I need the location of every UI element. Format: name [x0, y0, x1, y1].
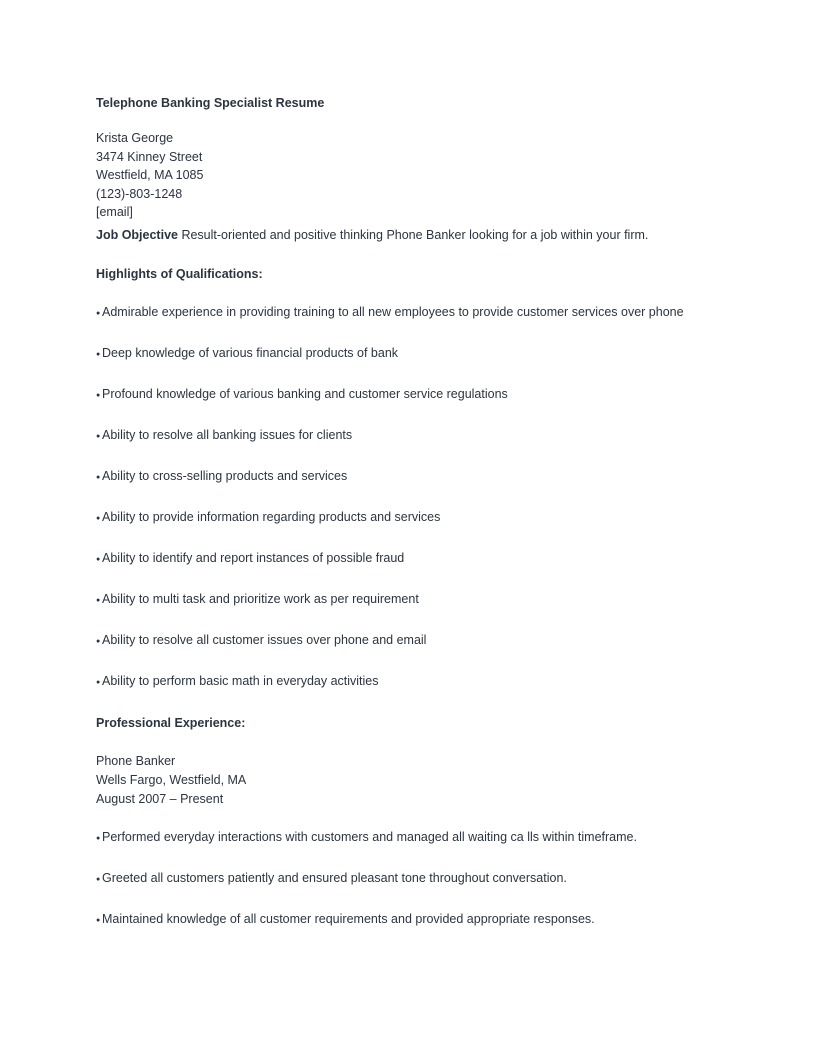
contact-phone: (123)-803-1248	[96, 186, 183, 201]
list-item	[96, 910, 696, 932]
experience-heading: Professional Experience:	[96, 715, 246, 730]
list-item-text: Ability to resolve all customer issues over phone and email	[102, 632, 427, 647]
job-objective-label: Job Objective	[96, 227, 178, 242]
list-item	[96, 508, 696, 530]
list-item	[96, 590, 696, 612]
list-item	[96, 385, 696, 407]
highlights-heading: Highlights of Qualifications:	[96, 266, 263, 281]
list-item-text: Ability to perform basic math in everyday activities	[102, 673, 379, 688]
highlights-list	[96, 303, 696, 694]
list-item-text: Deep knowledge of various financial products of bank	[102, 345, 399, 360]
contact-email: [email]	[96, 205, 133, 219]
list-item-text: Performed everyday interactions with customers and managed all waiting ca lls within timeframe.	[102, 830, 637, 845]
list-item-text: Ability to identify and report instances of possible fraud	[102, 550, 405, 565]
list-item-text: Ability to cross-selling products and services	[102, 468, 348, 483]
contact-street: 3474 Kinney Street	[96, 149, 203, 164]
job-company: Wells Fargo, Westfield, MA	[96, 772, 247, 787]
contact-block	[96, 129, 696, 222]
list-item	[96, 869, 696, 891]
contact-city: Westfield, MA 1085	[96, 168, 204, 182]
job-details	[96, 752, 696, 810]
list-item-text: Maintained knowledge of all customer requirements and provided appropriate responses.	[102, 912, 595, 927]
list-item	[96, 631, 696, 653]
job-objective	[96, 225, 696, 245]
job-objective-text: Result-oriented and positive thinking Phone Banker looking for a job within your firm.	[177, 227, 649, 242]
list-item-text: Profound knowledge of various banking and customer service regulations	[102, 386, 508, 401]
job-dates: August 2007 – Present	[96, 792, 224, 807]
list-item	[96, 672, 696, 694]
experience-list	[96, 828, 696, 932]
job-title: Phone Banker	[96, 753, 176, 768]
list-item-text: Ability to multi task and prioritize work as per requirement	[102, 591, 419, 606]
list-item	[96, 344, 696, 366]
list-item-text: Greeted all customers patiently and ensured pleasant tone throughout conversation.	[102, 871, 567, 886]
list-item	[96, 828, 696, 850]
list-item-text: Admirable experience in providing training to all new employees to provide customer services over phone	[102, 304, 684, 319]
resume-page	[96, 94, 696, 951]
list-item	[96, 467, 696, 489]
list-item	[96, 549, 696, 571]
list-item	[96, 303, 696, 325]
list-item-text: Ability to resolve all banking issues for clients	[102, 427, 353, 442]
contact-name: Krista George	[96, 131, 174, 145]
list-item	[96, 426, 696, 448]
document-title: Telephone Banking Specialist Resume	[96, 96, 325, 110]
list-item-text: Ability to provide information regarding products and services	[102, 509, 441, 524]
